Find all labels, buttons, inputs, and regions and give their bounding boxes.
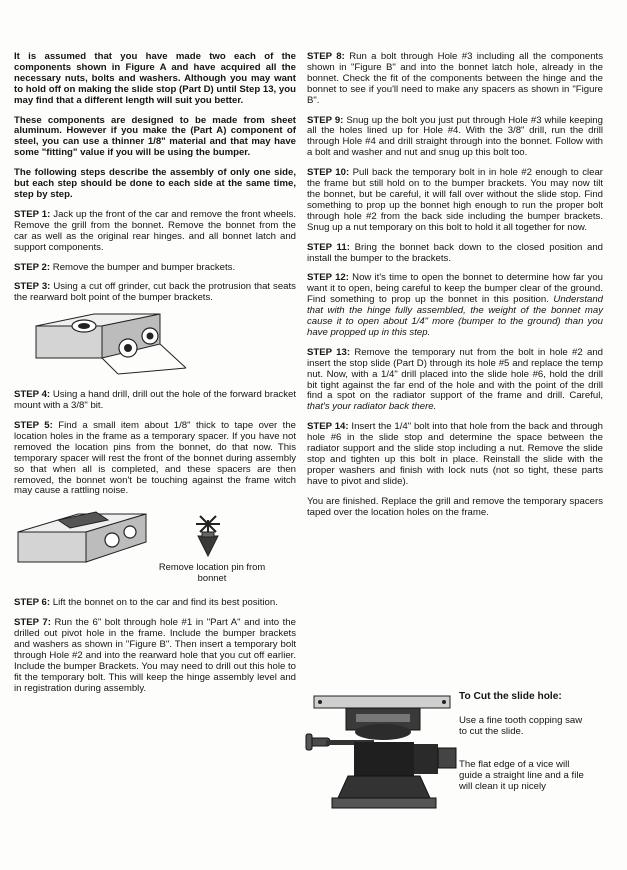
sidebar-title: To Cut the slide hole: — [459, 691, 562, 702]
bracket-drawing — [14, 304, 296, 384]
step-4-label: STEP 4: — [14, 389, 51, 401]
right-column — [307, 52, 603, 528]
step-14-text: Insert the 1/4" bolt into that hole from the back and through hole #6 in the slide stop and determine the space between the radiator support and the slide stop including a nut. Remove the slide stop and tighten up this bolt in place. Reinstall the slide with the proper washers and finish with lock nuts (not so tight, these parts have to pivot and slide). — [307, 421, 603, 487]
intro-paragraph-2: These components are designed to be made from sheet aluminum. However if you make the (Part A) component of steel, you can use a thinner 1/8" material and that may have some "fitting" value if you will be using the bumper. — [14, 114, 296, 159]
step-1 — [14, 210, 296, 254]
left-column — [14, 52, 296, 704]
step-8-text: Run a bolt through Hole #3 including all the components shown in "Figure B" and into the bonnet latch hole, already in the bonnet. Check the fit of the components between the hinge and the bonnet to see if you'll need to make any spacers as shown in "Figure B". — [307, 51, 603, 106]
intro-paragraph-3: The following steps describe the assembly of only one side, but each step should be done to each side at the same time, step by step. — [14, 167, 296, 200]
intro-paragraph-1: It is assumed that you have made two each of the components shown in Figure A and have acquired all the necessary nuts, bolts and washers. Although you may want to hold off on making the slide stop (Part D) until Step 13, you may find that a different length will suit you better. — [14, 51, 296, 106]
step-12 — [307, 273, 603, 338]
step-11 — [307, 243, 603, 265]
step-2 — [14, 263, 296, 274]
step-10-text: Pull back the temporary bolt in in hole #2 enough to clear the frame but still hold on to the bumper brackets. You may now tilt the bonnet, but be careful, it will fall over without the slide stop. Find something to prop up the bonnet high enough to run the proper bolt through hole #2 from the back side including the bumper brackets. Snug up a nut temporary on this bolt to hold it all together for now. — [307, 167, 603, 233]
step-3 — [14, 282, 296, 304]
bracket-illustration — [14, 304, 296, 384]
step-12-label: STEP 12: — [307, 272, 349, 284]
step-13-label: STEP 13: — [307, 346, 351, 358]
step-1-text: Jack up the front of the car and remove the front wheels. Remove the grill from the bonnet. Remove the bonnet from the car as well as the original rear hinges. and all bonnet latch and support components. — [14, 208, 296, 253]
vice-icon — [304, 688, 464, 816]
step-9-label: STEP 9: — [307, 114, 344, 126]
step-4 — [14, 390, 296, 412]
step-10 — [307, 168, 603, 233]
step-9-text: Snug up the bolt you just put through Hole #3 while keeping all the holes lined up for Hole #4. With the 3/8" drill, run the drill through Hole #4 and drill straight through into the bonnet. Follow with a bolt and washer and nut and snug up this bolt too. — [307, 114, 603, 159]
figure-caption: Remove location pin from bonnet — [158, 561, 266, 583]
step-1-label: STEP 1: — [14, 208, 51, 220]
step-7 — [14, 618, 296, 694]
step-5 — [14, 421, 296, 497]
step-6 — [14, 598, 296, 609]
step-10-label: STEP 10: — [307, 167, 350, 179]
step-6-text: Lift the bonnet on to the car and find its best position. — [52, 597, 278, 609]
step-5-text: Find a small item about 1/8" thick to tape over the location holes in the frame as a temporary spacer. If you have not removed the location pins from the bonnet, do that now. This temporary spacer will rest the front of the bonnet during assembly so that when all is completed, and these spacers are then removed, the bonnet won't be touching against the frame witch may cause a rattling noise. — [14, 420, 296, 497]
cut-slide-hole-sidebar — [304, 688, 620, 816]
step-7-text: Run the 6" bolt through hole #1 in "Part A" and into the drilled out pivot hole in the frame. Include the bumper brackets and washers as shown in "Figure B". Then insert a temporary bolt through Hole #2 and into the rearward hole that you cut off earlier. Include the bumper Brackets. You may need to drill out this hole to fit the temporary bolt. This will keep the hinge assembly level and in registration during assembly. — [14, 617, 296, 694]
step-5-label: STEP 5: — [14, 420, 53, 432]
sidebar-text-1: Use a fine tooth copping saw to cut the slide. — [459, 715, 583, 737]
step-3-text: Using a cut off grinder, cut back the protrusion that seats the rearward bolt point of the bumper brackets. — [14, 281, 296, 304]
step-2-label: STEP 2: — [14, 261, 51, 273]
step-12-warning: Understand that with the hinge fully assembled, the weight of the bonnet may cause it to open about 1/4" more (bumper to the ground) than you have propped up in this step. — [307, 294, 603, 338]
step-8 — [307, 52, 603, 107]
finish-paragraph: You are finished. Replace the grill and remove the temporary spacers taped over the location holes on the frame. — [307, 495, 603, 518]
step-14 — [307, 422, 603, 487]
step-3-label: STEP 3: — [14, 281, 51, 293]
step-13-text: Remove the temporary nut from the bolt in hole #2 and insert the stop slide (Part D) through its hole #5 and replace the temp nut. Now, with a 1/4" drill placed into the slide hole #6, hold the drill bit tight against the far end of the hole and with the point of the drill find a spot on the radiator support of the frame and drill. Careful, — [307, 346, 603, 402]
step-13-warning: that's your radiator back there. — [307, 401, 437, 413]
step-13 — [307, 348, 603, 413]
step-11-label: STEP 11: — [307, 241, 350, 253]
step-11-text: Bring the bonnet back down to the closed position and install the bumper to the brackets. — [307, 241, 603, 264]
step-2-text: Remove the bumper and bumper brackets. — [52, 261, 236, 273]
step-6-label: STEP 6: — [14, 597, 51, 609]
step-8-label: STEP 8: — [307, 51, 345, 62]
location-pin-figure — [14, 506, 296, 592]
location-pin-icon — [196, 516, 220, 556]
step-9 — [307, 116, 603, 160]
step-4-text: Using a hand drill, drill out the hole of the forward bracket mount with a 3/8" bit. — [14, 389, 297, 412]
step-14-label: STEP 14: — [307, 421, 349, 433]
sidebar-text-2: The flat edge of a vice will guide a straight line and a file will clean it up nicely — [459, 759, 584, 792]
step-7-label: STEP 7: — [14, 617, 51, 629]
step-12-text: Now it's time to open the bonnet to determine how far you want it to open, being careful to keep the bumper clear of the ground. Find something to prop up the bonnet in this position. — [307, 272, 603, 306]
